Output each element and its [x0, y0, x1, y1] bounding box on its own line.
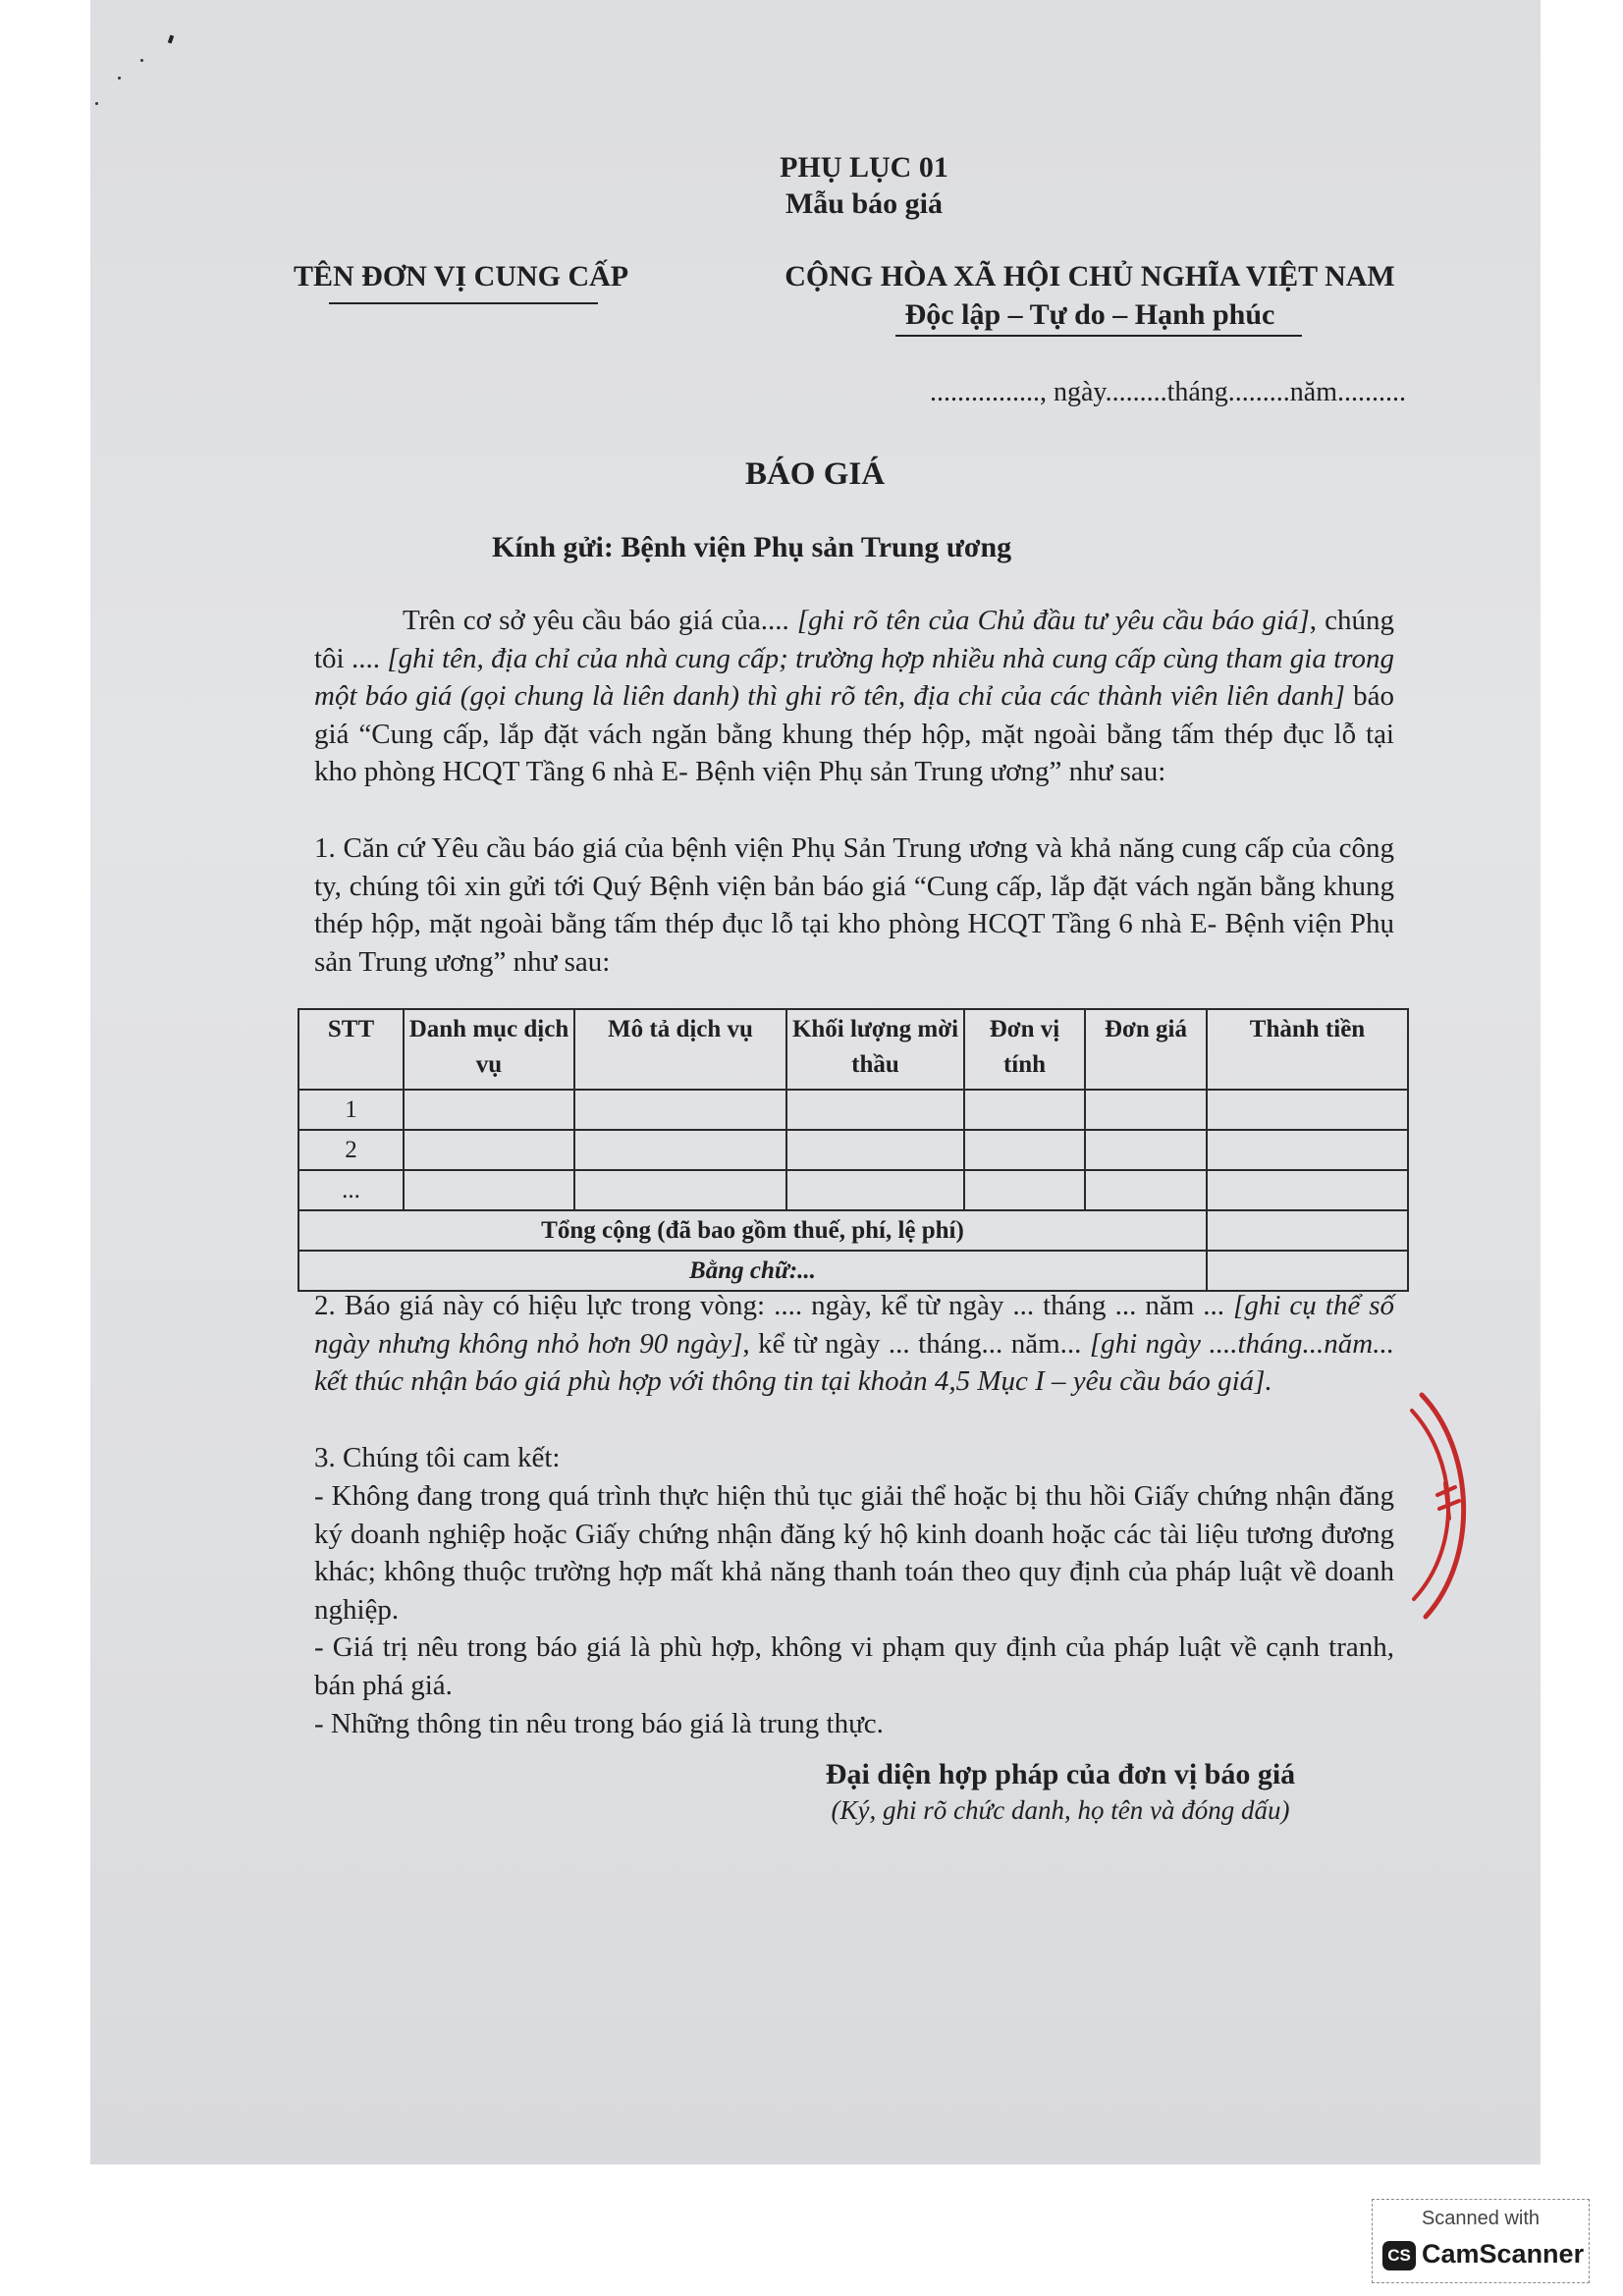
- table-header-cell: Đơn vị tính: [964, 1009, 1085, 1090]
- table-cell: [574, 1130, 786, 1170]
- table-cell: [964, 1090, 1085, 1130]
- item-1-paragraph: 1. Căn cứ Yêu cầu báo giá của bệnh viện Phụ Sản Trung ương và khả năng cung cấp của công ty, chúng tôi xin gửi tới Quý Bệnh viện bản báo giá “Cung cấp, lắp đặt vách ngăn bằng khung thép hộp, mặt ngoài bằng tấm thép đục lỗ tại kho phòng HCQT Tầng 6 nhà E- Bệnh viện Phụ sản Trung ương” như sau:: [314, 832, 1394, 978]
- commitment-2: - Giá trị nêu trong báo giá là phù hợp, không vi phạm quy định của pháp luật về cạnh tranh, bán phá giá.: [314, 1631, 1394, 1701]
- table-header-cell: Thành tiền: [1207, 1009, 1408, 1090]
- national-heading: CỘNG HÒA XÃ HỘI CHỦ NGHĨA VIỆT NAM: [784, 260, 1395, 293]
- intro-placeholder-investor: [ghi rõ tên của Chủ đầu tư yêu cầu báo giá]: [796, 605, 1310, 636]
- row-number: 1: [298, 1090, 404, 1130]
- watermark-scanned-with: Scanned with: [1421, 2208, 1541, 2229]
- table-cell: [1085, 1170, 1207, 1210]
- table-cell: [574, 1170, 786, 1210]
- table-cell: [786, 1130, 964, 1170]
- paper-speck: [118, 77, 121, 80]
- supplier-underline: [329, 302, 598, 304]
- camscanner-watermark: [1372, 2199, 1590, 2283]
- item-2-text-2: , kể từ ngày ... tháng... năm...: [742, 1327, 1090, 1360]
- watermark-brand: CamScanner: [1422, 2239, 1585, 2269]
- intro-placeholder-supplier: [ghi tên, địa chỉ của nhà cung cấp; trường hợp nhiều nhà cung cấp cùng tham gia trong một báo giá (gọi chung là liên danh) thì ghi rõ tên, địa chỉ của các thành viên liên danh]: [314, 642, 1394, 713]
- table-row: [298, 1130, 1408, 1170]
- table-row: [298, 1090, 1408, 1130]
- row-number: ...: [298, 1170, 404, 1210]
- quote-table: [298, 1008, 1409, 1292]
- total-label: Tổng cộng (đã bao gồm thuế, phí, lệ phí): [298, 1210, 1207, 1251]
- intro-paragraph: [314, 602, 1394, 791]
- table-cell: [404, 1130, 574, 1170]
- table-cell: [1207, 1130, 1408, 1170]
- table-header-cell: Khối lượng mời thầu: [786, 1009, 964, 1090]
- table-header-row: [298, 1009, 1408, 1090]
- table-cell: [964, 1130, 1085, 1170]
- supplier-name: TÊN ĐƠN VỊ CUNG CẤP: [294, 260, 629, 293]
- table-header-cell: STT: [298, 1009, 404, 1090]
- intro-text-2: , chúng tôi ....: [314, 605, 1395, 674]
- table-cell: [964, 1170, 1085, 1210]
- paper-speck: [95, 102, 98, 105]
- intro-text-3: báo giá “Cung cấp, lắp đặt vách ngăn bằng khung thép hộp, mặt ngoài bằng tấm thép đục lỗ tại kho phòng HCQT Tầng 6 nhà E- Bệnh viện Phụ sản Trung ương” như sau:: [314, 680, 1394, 788]
- row-number: 2: [298, 1130, 404, 1170]
- table-total-row: [298, 1210, 1408, 1251]
- document-title: BÁO GIÁ: [744, 456, 886, 492]
- item-2-placeholder-days: [ghi cụ thể số ngày nhưng không nhỏ hơn 90 ngày]: [314, 1290, 1394, 1360]
- signature-title: Đại diện hợp pháp của đơn vị báo giá: [825, 1758, 1296, 1790]
- item-2-text-1: 2. Báo giá này có hiệu lực trong vòng: .... ngày, kể từ ngày ... tháng ... năm ...: [314, 1290, 1234, 1321]
- table-cell: [1207, 1170, 1408, 1210]
- table-cell: [1085, 1090, 1207, 1130]
- commitment-1: - Không đang trong quá trình thực hiện thủ tục giải thể hoặc bị thu hồi Giấy chứng nhận đăng ký doanh nghiệp hoặc Giấy chứng nhận đăng ký hộ kinh doanh hoặc các tài liệu tương đương khác; không thuộc trường hợp mất khả năng thanh toán theo quy định của pháp luật về doanh nghiệp.: [314, 1480, 1394, 1626]
- red-stamp-mark: [1404, 1389, 1492, 1625]
- table-cell: [404, 1090, 574, 1130]
- item-2-placeholder-date: [ghi ngày ....tháng...năm... kết thúc nhận báo giá phù hợp với thông tin tại khoản 4,5 Mục I – yêu cầu báo giá].: [314, 1327, 1394, 1398]
- date-line: ................, ngày.........tháng.........năm..........: [929, 377, 1406, 407]
- national-motto: Độc lập – Tự do – Hạnh phúc: [904, 298, 1275, 331]
- table-words-row: [298, 1251, 1408, 1291]
- table-cell: [786, 1090, 964, 1130]
- signature-note: (Ký, ghi rõ chức danh, họ tên và đóng dấu): [831, 1795, 1290, 1825]
- total-value-cell: [1207, 1210, 1408, 1251]
- commitment-3: - Những thông tin nêu trong báo giá là trung thực.: [314, 1708, 884, 1739]
- amount-in-words-cell: [1207, 1251, 1408, 1291]
- table-header-cell: Đơn giá: [1085, 1009, 1207, 1090]
- item-3-heading: 3. Chúng tôi cam kết:: [314, 1442, 561, 1473]
- recipient-line: Kính gửi: Bệnh viện Phụ sản Trung ương: [492, 531, 1012, 563]
- appendix-title: PHỤ LỤC 01: [780, 151, 948, 184]
- motto-underline: [895, 335, 1302, 337]
- table-cell: [574, 1090, 786, 1130]
- table-cell: [1207, 1090, 1408, 1130]
- table-cell: [786, 1170, 964, 1210]
- table-cell: [1085, 1130, 1207, 1170]
- amount-in-words-label: Bằng chữ:...: [298, 1251, 1207, 1291]
- table-row: [298, 1170, 1408, 1210]
- table-cell: [404, 1170, 574, 1210]
- paper-speck: [140, 59, 143, 62]
- table-header-cell: Danh mục dịch vụ: [404, 1009, 574, 1090]
- item-2-paragraph: [314, 1287, 1394, 1401]
- appendix-subtitle: Mẫu báo giá: [784, 187, 944, 220]
- intro-text-1: Trên cơ sở yêu cầu báo giá của....: [403, 605, 797, 636]
- camscanner-logo-icon: CS: [1382, 2241, 1416, 2270]
- table-header-cell: Mô tả dịch vụ: [574, 1009, 786, 1090]
